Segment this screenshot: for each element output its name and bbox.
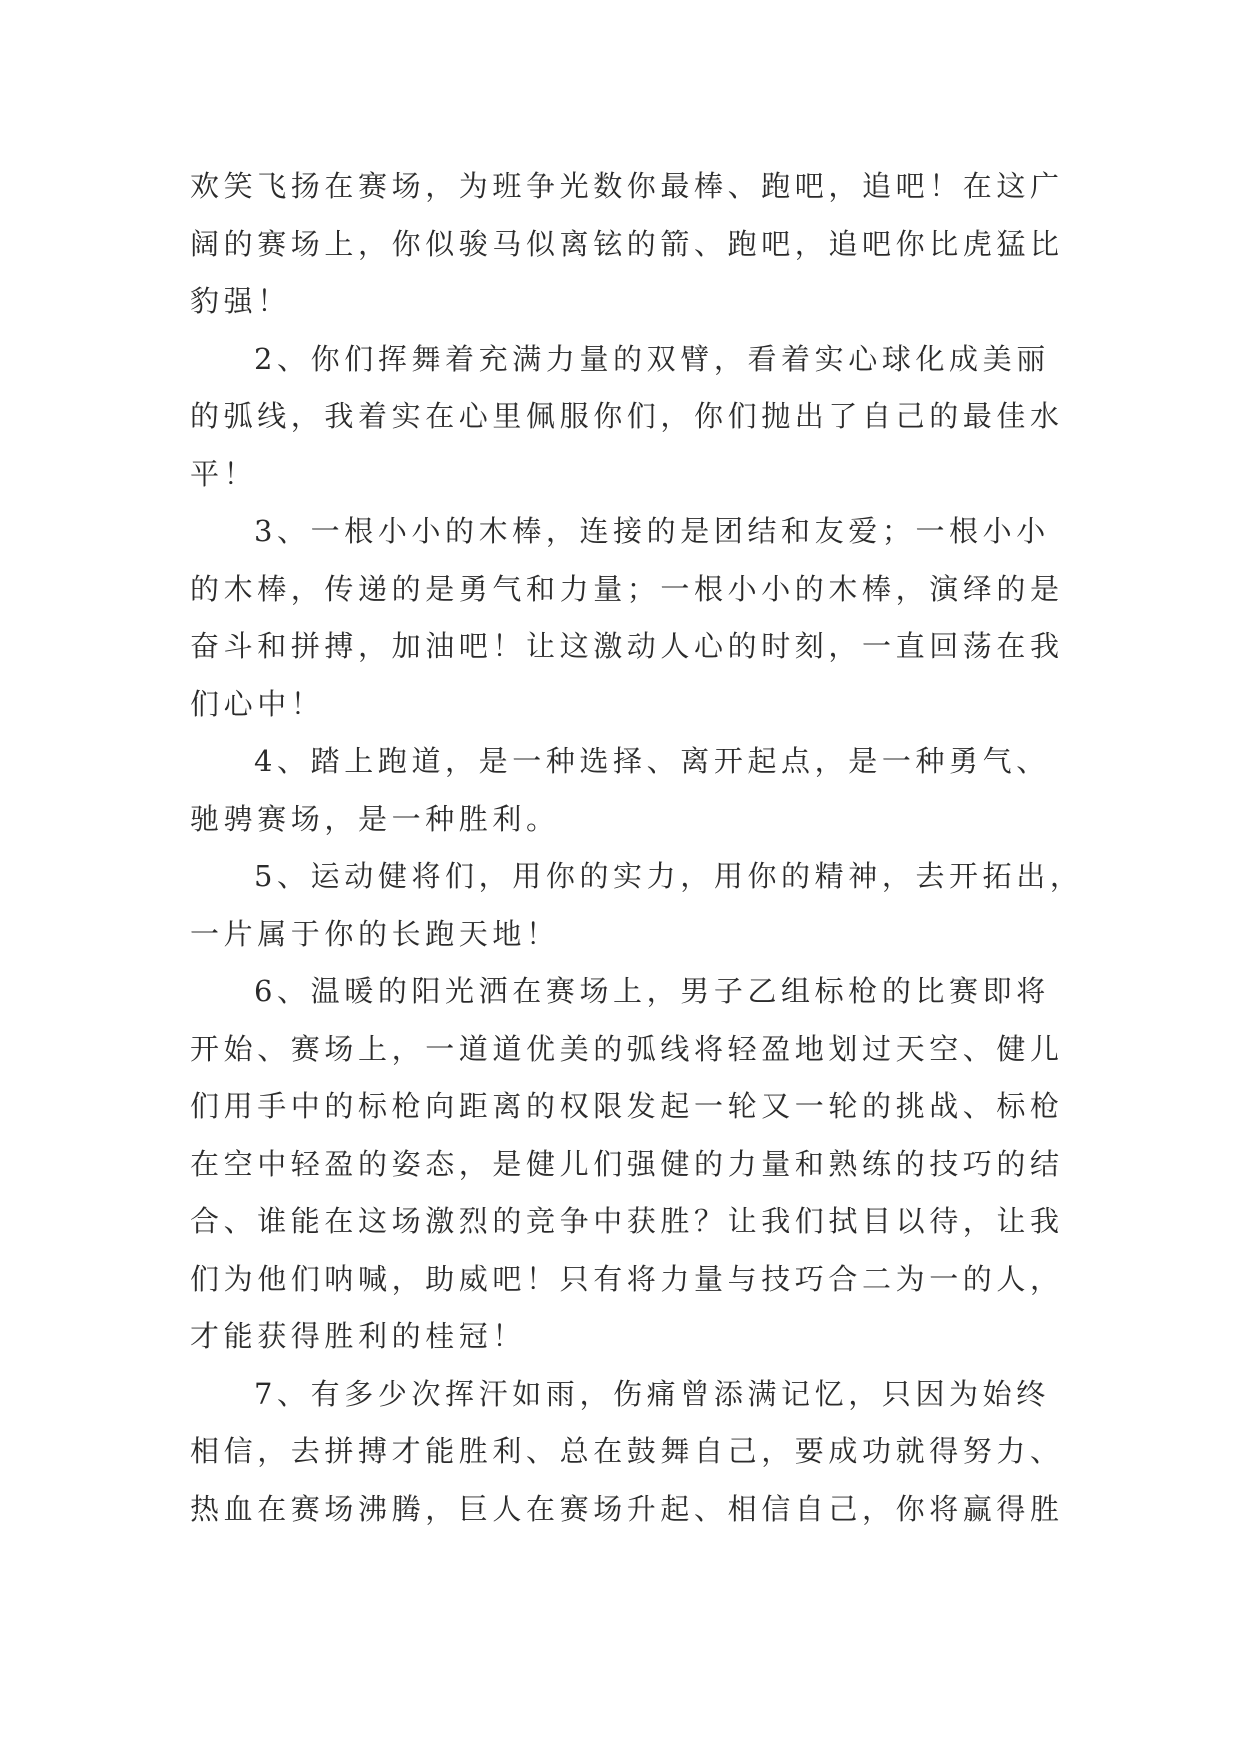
paragraph-4 <box>190 733 1070 848</box>
paragraph-6 <box>190 963 1070 1366</box>
text-line: 的弧线，我着实在心里佩服你们，你们抛出了自己的最佳水 <box>190 399 1064 433</box>
paragraph-1-continued <box>190 158 1070 331</box>
text-line: 2、你们挥舞着充满力量的双臂，看着实心球化成美丽 <box>254 341 1050 376</box>
text-line: 4、踏上跑道，是一种选择、离开起点，是一种勇气、 <box>254 744 1050 778</box>
text-line: 5、运动健将们，用你的实力，用你的精神，去开拓出， <box>254 859 1084 893</box>
text-line: 3、一根小小的木棒，连接的是团结和友爱；一根小小 <box>254 514 1050 548</box>
text-line: 热血在赛场沸腾，巨人在赛场升起、相信自己，你将赢得胜 <box>190 1491 1064 1526</box>
paragraph-2 <box>190 331 1070 504</box>
paragraph-7 <box>190 1366 1070 1539</box>
text-line: 6、温暖的阳光洒在赛场上，男子乙组标枪的比赛即将 <box>254 974 1050 1008</box>
text-line: 合、谁能在这场激烈的竞争中获胜？让我们拭目以待，让我 <box>190 1204 1064 1238</box>
text-line: 们用手中的标枪向距离的权限发起一轮又一轮的挑战、标枪 <box>190 1089 1064 1123</box>
document-body <box>190 158 1084 1538</box>
paragraph-3 <box>190 503 1070 733</box>
paragraph-5 <box>190 848 1084 963</box>
text-line: 平！ <box>190 456 258 491</box>
text-line: 相信，去拼搏才能胜利、总在鼓舞自己，要成功就得努力、 <box>190 1434 1064 1468</box>
text-line: 欢笑飞扬在赛场，为班争光数你最棒、跑吧，追吧！在这广 <box>190 169 1064 203</box>
text-line: 才能获得胜利的桂冠！ <box>190 1319 527 1353</box>
text-line: 的木棒，传递的是勇气和力量；一根小小的木棒，演绎的是 <box>190 571 1064 606</box>
text-line: 阔的赛场上，你似骏马似离铉的箭、跑吧，追吧你比虎猛比 <box>190 226 1064 261</box>
text-line: 奋斗和拼搏，加油吧！让这激动人心的时刻，一直回荡在我 <box>190 629 1064 663</box>
text-line: 驰骋赛场，是一种胜利。 <box>190 801 560 836</box>
text-line: 开始、赛场上，一道道优美的弧线将轻盈地划过天空、健儿 <box>190 1031 1064 1066</box>
text-line: 7、有多少次挥汗如雨，伤痛曾添满记忆，只因为始终 <box>254 1376 1050 1411</box>
text-line: 豹强！ <box>190 284 291 318</box>
text-line: 们心中！ <box>190 686 325 721</box>
text-line: 们为他们呐喊，助威吧！只有将力量与技巧合二为一的人， <box>190 1261 1064 1296</box>
text-line: 在空中轻盈的姿态，是健儿们强健的力量和熟练的技巧的结 <box>190 1146 1064 1181</box>
text-line: 一片属于你的长跑天地！ <box>190 916 560 951</box>
